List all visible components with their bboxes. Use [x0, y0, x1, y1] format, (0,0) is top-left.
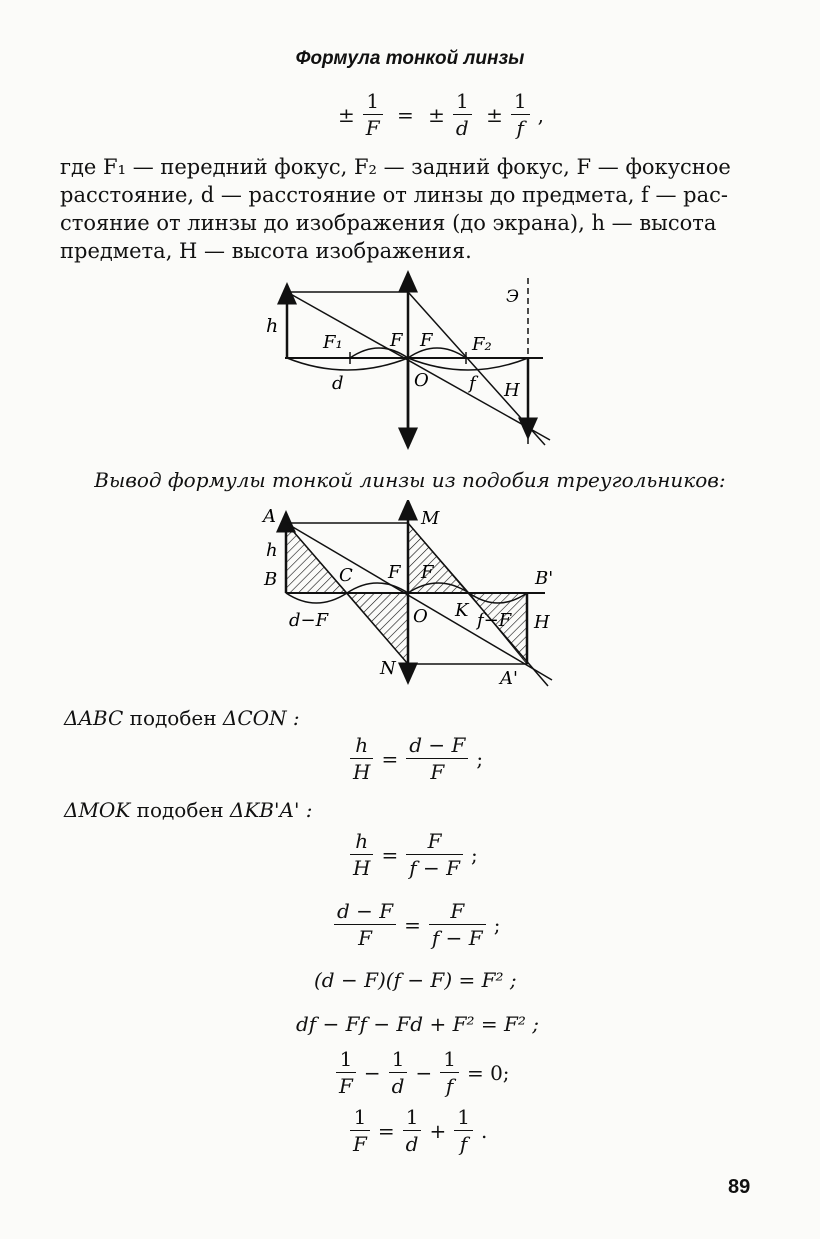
similarity-statement-1: ΔABC подобен ΔCON : [64, 706, 300, 730]
page-number: 89 [728, 1176, 751, 1198]
equation-3: $\frac{d - F}{F}$ = $\frac{F}{f - F}$ ; [330, 898, 504, 951]
label-screen: Э [506, 287, 520, 307]
label-F-right: F [420, 330, 433, 351]
label-K: K [455, 600, 469, 621]
label-A-prime: A' [500, 668, 518, 689]
label-F2: F₂ [472, 334, 492, 355]
equation-4: (d − F)(f − F) = F² ; [314, 968, 517, 992]
similar-triangles-diagram [255, 500, 560, 692]
lens-ray-diagram [250, 270, 560, 455]
label-d: d [332, 373, 344, 394]
paragraph-line: расстояние, d — расстояние от линзы до предмета, f — рас- [60, 183, 729, 207]
label-h: h [266, 315, 279, 337]
label-O: O [414, 370, 429, 391]
equation-7: $\frac{1}{F}$ = $\frac{1}{d}$ + $\frac{1}{f}$ . [346, 1104, 491, 1157]
label-M: M [421, 508, 440, 529]
equation-6: $\frac{1}{F}$ − $\frac{1}{d}$ − $\frac{1}{f}$ = 0; [332, 1046, 514, 1099]
label-F-left: F [390, 330, 403, 351]
thin-lens-formula: ± $\frac{1}{F}$ = ± $\frac{1}{d}$ ± $\frac{1}{f}$ , [338, 89, 544, 140]
label-f-minus-F: f−F [477, 610, 512, 631]
paragraph-line: предмета, H — высота изображения. [60, 239, 472, 263]
derivation-caption: Вывод формулы тонкой линзы из подобия треугольников: [94, 468, 726, 492]
label-d-minus-F: d−F [289, 610, 329, 631]
label-F2-right: F [421, 562, 434, 583]
label-B-prime: B' [535, 568, 554, 589]
label-A: A [263, 506, 276, 527]
equation-2: $\frac{h}{H}$ = $\frac{F}{f - F}$ ; [346, 828, 482, 881]
label-h2: h [266, 540, 278, 561]
paragraph-line: стояние от линзы до изображения (до экрана), h — высота [60, 211, 717, 235]
label-F1: F₁ [323, 332, 343, 353]
similarity-statement-2: ΔMOK подобен ΔKB'A' : [64, 798, 313, 822]
equation-5: df − Ff − Fd + F² = F² ; [296, 1012, 539, 1036]
page-title: Формула тонкой линзы [295, 48, 525, 69]
definitions-paragraph [60, 153, 752, 265]
label-B: B [264, 569, 278, 590]
label-F2-left: F [388, 562, 401, 583]
label-O2: O [413, 606, 428, 627]
label-N: N [380, 658, 396, 679]
equation-1: $\frac{h}{H}$ = $\frac{d - F}{F}$ ; [346, 732, 487, 785]
label-H2: H [534, 612, 550, 633]
label-f: f [469, 373, 476, 394]
paragraph-line: где F₁ — передний фокус, F₂ — задний фокус, F — фокусное [60, 155, 731, 179]
label-C: C [339, 565, 353, 586]
label-H: H [504, 380, 520, 401]
